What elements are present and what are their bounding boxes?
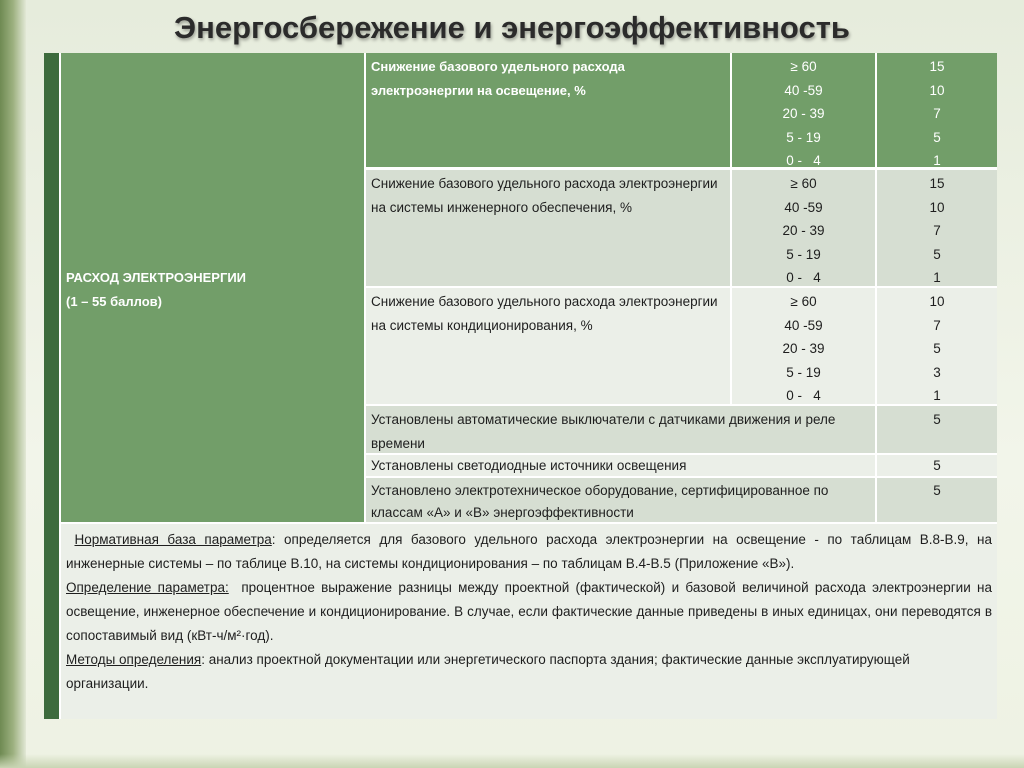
points-value: 5 xyxy=(933,412,941,427)
range-value: 5 - 19 xyxy=(786,364,821,380)
criterion-description: Снижение базового удельного расхода электроэнергии на системы кондиционирования, % xyxy=(366,288,730,404)
range-cell xyxy=(732,288,875,404)
range-value: 40 -59 xyxy=(784,199,823,215)
points-value: 5 xyxy=(933,341,941,356)
definition-text: процентное выражение разницы между проектной (фактической) и базовой величиной расхода электроэнергии на освещение, инженерное обеспечение и кондиционирование. В случае, если фактические данные приведены в иных единицах, они переводятся в сопоставимый вид (кВт-ч/м²·год). xyxy=(66,580,996,643)
methods-paragraph xyxy=(66,648,992,696)
points-value: 3 xyxy=(933,364,941,380)
criterion-description: Снижение базового удельного расхода электроэнергии на освещение, % xyxy=(366,53,730,167)
range-value: ≥ 60 xyxy=(790,59,817,74)
table-row xyxy=(366,288,997,404)
points-value: 7 xyxy=(933,317,941,333)
range-value: 40 -59 xyxy=(784,317,823,333)
definition-label: Определение параметра: xyxy=(66,580,229,595)
range-value: 20 - 39 xyxy=(782,341,825,356)
range-value: 0 - 4 xyxy=(786,388,821,403)
category-label xyxy=(66,266,356,314)
points-value: 5 xyxy=(933,129,941,145)
range-cell xyxy=(732,170,875,286)
points-value: 7 xyxy=(933,223,941,238)
points-value: 10 xyxy=(929,294,945,309)
range-value: 20 - 39 xyxy=(782,223,825,238)
normative-text: : определяется для базового удельного расхода электроэнергии на освещение - по таблицам В.8-В.9, на инженерные системы – по таблице В.10, на системы кондиционирования – по таблицам В.4-В.5 (Приложение «В»). xyxy=(66,532,993,571)
points-value: 1 xyxy=(933,153,941,168)
methods-label: Методы определения xyxy=(66,652,202,667)
points-value: 15 xyxy=(929,59,945,74)
table-row xyxy=(366,455,997,476)
table-accent-strip xyxy=(44,53,59,719)
criteria-table xyxy=(44,53,997,719)
points-cell xyxy=(877,455,997,476)
points-value: 5 xyxy=(933,246,941,262)
points-cell xyxy=(877,53,997,167)
points-value: 5 xyxy=(933,458,941,473)
normative-label: Нормативная база параметра xyxy=(74,532,272,547)
category-points: (1 – 55 баллов) xyxy=(66,294,162,309)
points-cell xyxy=(877,170,997,286)
points-value: 1 xyxy=(933,270,941,285)
points-cell xyxy=(877,406,997,453)
range-value: ≥ 60 xyxy=(790,294,817,309)
range-value: 5 - 19 xyxy=(786,129,821,145)
methods-text: : анализ проектной документации или энергетического паспорта здания; фактические данные эксплуатирующей организации. xyxy=(66,652,910,691)
category-name: РАСХОД ЭЛЕКТРОЭНЕРГИИ xyxy=(66,270,247,285)
points-value: 5 xyxy=(933,483,941,498)
table-row xyxy=(366,478,997,522)
range-cell xyxy=(732,53,875,167)
range-value: ≥ 60 xyxy=(790,176,817,191)
table-row xyxy=(366,406,997,453)
table-row xyxy=(366,170,997,286)
points-value: 10 xyxy=(929,199,945,215)
category-cell xyxy=(61,53,364,522)
range-value: 0 - 4 xyxy=(786,153,821,168)
criterion-description: Установлены автоматические выключатели с датчиками движения и реле времени xyxy=(366,406,875,453)
definition-paragraph xyxy=(66,576,996,648)
range-value: 5 - 19 xyxy=(786,246,821,262)
criterion-description: Снижение базового удельного расхода электроэнергии на системы инженерного обеспечения, % xyxy=(366,170,730,286)
points-value: 15 xyxy=(929,176,945,191)
range-value: 20 - 39 xyxy=(782,106,825,121)
points-value: 1 xyxy=(933,388,941,403)
parameter-notes xyxy=(61,524,997,719)
criterion-description: Установлено электротехническое оборудование, сертифицированное по классам «А» и «В» энергоэффективности xyxy=(366,478,875,522)
range-value: 0 - 4 xyxy=(786,270,821,285)
criterion-description: Установлены светодиодные источники освещения xyxy=(366,455,875,476)
slide-bottom-border xyxy=(0,754,1024,768)
slide-left-border xyxy=(0,0,26,768)
table-row xyxy=(366,53,997,167)
points-value: 10 xyxy=(929,82,945,98)
points-cell xyxy=(877,478,997,522)
normative-paragraph xyxy=(66,528,992,576)
range-value: 40 -59 xyxy=(784,82,823,98)
slide-title: Энергосбережение и энергоэффективность xyxy=(174,10,850,45)
points-cell xyxy=(877,288,997,404)
points-value: 7 xyxy=(933,106,941,121)
